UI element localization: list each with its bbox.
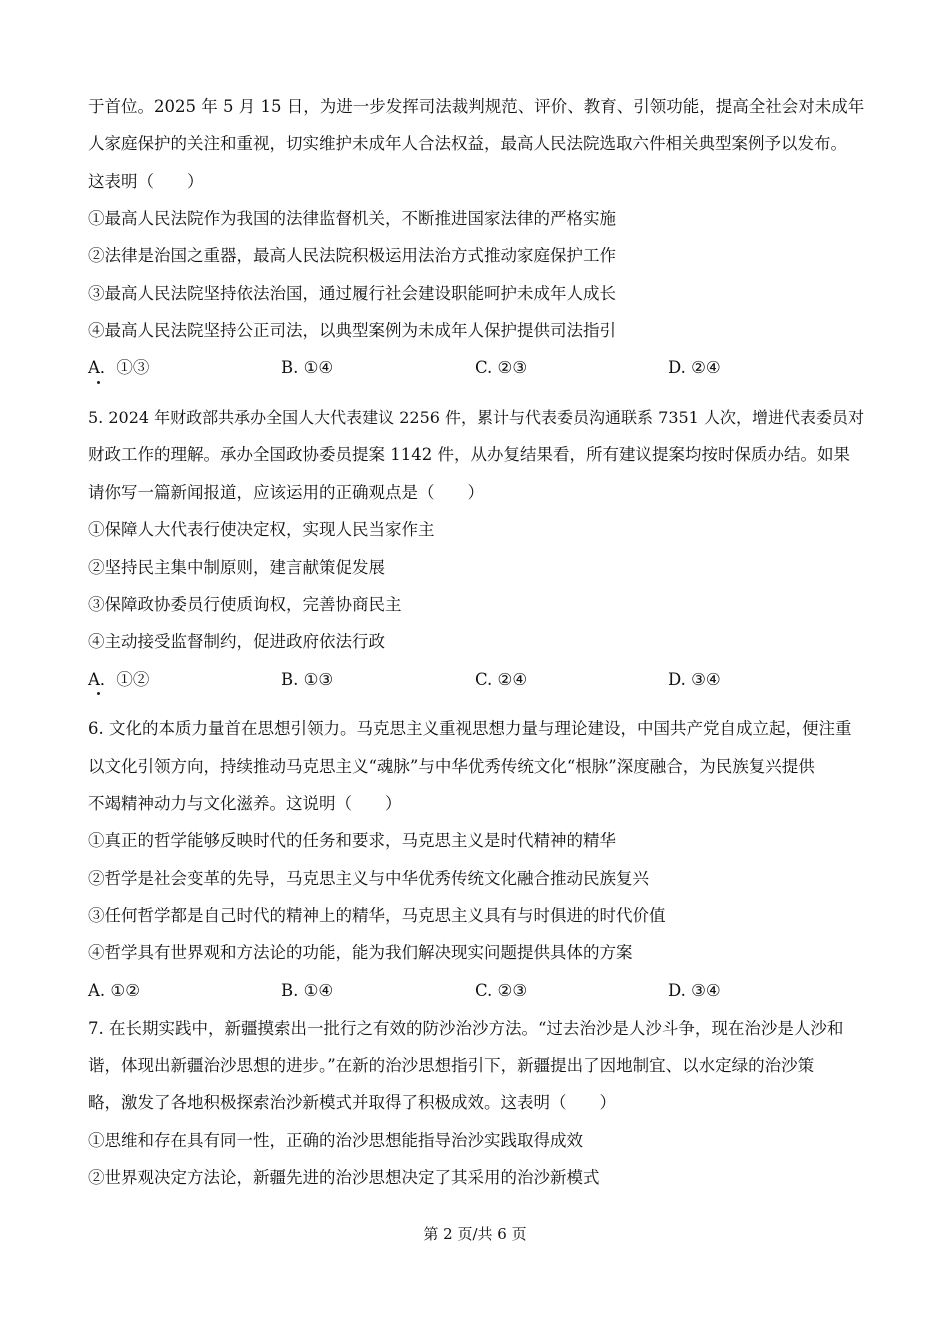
q4-option-c[interactable]: C. ②③ [475, 358, 528, 377]
q6-stem-line-2: 以文化引领方向，持续推动马克思主义“魂脉”与中华优秀传统文化“根脉”深度融合，为民族复兴提供 [88, 757, 815, 776]
q4-statement-4: ④最高人民法院坚持公正司法，以典型案例为未成年人保护提供司法指引 [88, 321, 616, 340]
q5-option-c[interactable]: C. ②④ [475, 670, 528, 689]
q7-stem-line-1: 7. 在长期实践中，新疆摸索出一批行之有效的防沙治沙方法。“过去治沙是人沙斗争，现在治沙是人沙和 [88, 1019, 844, 1038]
q6-option-c[interactable]: C. ②③ [475, 981, 528, 1000]
q6-option-b[interactable]: B. ①④ [281, 981, 334, 1000]
q5-stem-line-1: 5. 2024 年财政部共承办全国人大代表建议 2256 件，累计与代表委员沟通联系 7351 人次，增进代表委员对 [88, 408, 864, 427]
q4-stem-line-1: 于首位。2025 年 5 月 15 日，为进一步发挥司法裁判规范、评价、教育、引领功能，提高全社会对未成年 [88, 97, 865, 116]
q6-statement-1: ①真正的哲学能够反映时代的任务和要求，马克思主义是时代精神的精华 [88, 831, 616, 850]
q4-option-a[interactable]: A．①③ [88, 358, 150, 377]
q6-option-d[interactable]: D. ③④ [668, 981, 721, 1000]
q4-statement-3: ③最高人民法院坚持依法治国，通过履行社会建设职能呵护未成年人成长 [88, 284, 616, 303]
q5-statement-4: ④主动接受监督制约，促进政府依法行政 [88, 632, 385, 651]
q5-stem-line-3: 请你写一篇新闻报道，应该运用的正确观点是（ ） [88, 483, 484, 502]
q5-options [88, 669, 788, 691]
q6-statement-3: ③任何哲学都是自己时代的精神上的精华，马克思主义具有与时俱进的时代价值 [88, 906, 666, 925]
q5-statement-2: ②坚持民主集中制原则，建言献策促发展 [88, 558, 385, 577]
q5-statement-1: ①保障人大代表行使决定权，实现人民当家作主 [88, 520, 435, 539]
stray-dot-mark [97, 381, 100, 384]
q6-statement-2: ②哲学是社会变革的先导，马克思主义与中华优秀传统文化融合推动民族复兴 [88, 869, 649, 888]
q6-options [88, 980, 788, 1002]
q5-statement-3: ③保障政协委员行使质询权，完善协商民主 [88, 595, 402, 614]
page-number-footer: 第 2 页/共 6 页 [423, 1225, 527, 1243]
q6-stem-line-1: 6. 文化的本质力量首在思想引领力。马克思主义重视思想力量与理论建设，中国共产党自成立起，便注重 [88, 719, 852, 738]
q4-statement-1: ①最高人民法院作为我国的法律监督机关，不断推进国家法律的严格实施 [88, 209, 616, 228]
q4-stem-line-2: 人家庭保护的关注和重视，切实维护未成年人合法权益，最高人民法院选取六件相关典型案例予以发布。 [88, 134, 847, 153]
q5-option-d[interactable]: D. ③④ [668, 670, 721, 689]
q7-stem-line-2: 谐，体现出新疆治沙思想的进步。”在新的治沙思想指引下，新疆提出了因地制宜、以水定绿的治沙策 [88, 1056, 815, 1075]
q6-stem-line-3: 不竭精神动力与文化滋养。这说明（ ） [88, 794, 402, 813]
q4-options [88, 357, 788, 379]
q5-option-b[interactable]: B. ①③ [281, 670, 334, 689]
q5-stem-line-2: 财政工作的理解。承办全国政协委员提案 1142 件，从办复结果看，所有建议提案均按时保质办结。如果 [88, 445, 850, 464]
q5-option-a[interactable]: A．①② [88, 670, 150, 689]
q6-option-a[interactable]: A. ①② [88, 981, 140, 1000]
q7-statement-2: ②世界观决定方法论，新疆先进的治沙思想决定了其采用的治沙新模式 [88, 1168, 600, 1187]
q7-stem-line-3: 略，激发了各地积极探索治沙新模式并取得了积极成效。这表明（ ） [88, 1093, 616, 1112]
stray-dot-mark [97, 692, 100, 695]
q7-statement-1: ①思维和存在具有同一性，正确的治沙思想能指导治沙实践取得成效 [88, 1131, 583, 1150]
q4-option-d[interactable]: D. ②④ [668, 358, 721, 377]
q4-stem-line-3: 这表明（ ） [88, 172, 204, 191]
q6-statement-4: ④哲学具有世界观和方法论的功能，能为我们解决现实问题提供具体的方案 [88, 943, 633, 962]
q4-statement-2: ②法律是治国之重器，最高人民法院积极运用法治方式推动家庭保护工作 [88, 246, 616, 265]
q4-option-b[interactable]: B. ①④ [281, 358, 334, 377]
